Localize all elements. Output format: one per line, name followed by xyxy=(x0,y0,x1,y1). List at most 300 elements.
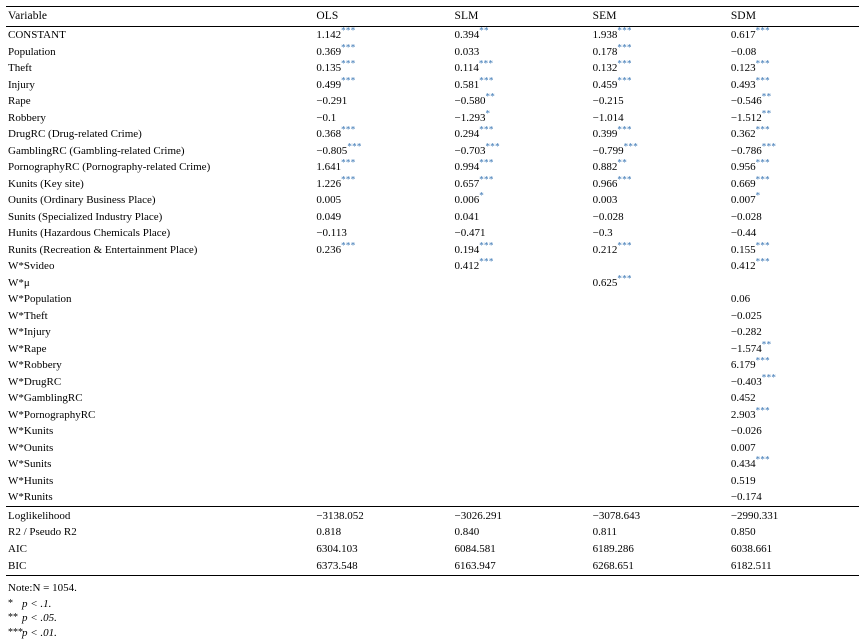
significance-stars: ** xyxy=(761,339,772,350)
cell-value: −3026.291 xyxy=(445,506,583,524)
significance-note xyxy=(6,596,859,611)
cell-value xyxy=(306,225,444,242)
table-row xyxy=(6,390,859,407)
significance-stars: *** xyxy=(485,140,500,151)
cell-value xyxy=(306,110,444,127)
row-label: Runits (Recreation & Entertainment Place) xyxy=(8,243,198,256)
cell-value xyxy=(445,258,583,275)
significance-star-marker: *** xyxy=(8,626,23,638)
cell-value xyxy=(306,192,444,209)
cell-value xyxy=(306,291,444,308)
cell-value xyxy=(583,74,721,94)
cell-value xyxy=(445,390,583,407)
cell-value: 6182.511 xyxy=(730,559,772,572)
significance-stars: *** xyxy=(617,273,632,284)
cell-value xyxy=(721,275,859,292)
coefficient: 0.434 xyxy=(730,458,756,471)
cell-value xyxy=(721,74,859,94)
fit-statistic-row xyxy=(6,558,859,576)
cell-value xyxy=(306,456,444,473)
table-row xyxy=(6,258,859,275)
row-label: BIC xyxy=(8,559,27,572)
cell-value xyxy=(583,390,721,407)
cell-value xyxy=(583,27,721,44)
cell-value xyxy=(306,275,444,292)
cell-value xyxy=(583,159,721,176)
significance-stars: *** xyxy=(617,58,632,69)
row-label: W*Ounits xyxy=(8,441,54,454)
fit-statistic-row xyxy=(6,524,859,541)
coefficient: −0.215 xyxy=(592,95,624,108)
table-row xyxy=(6,357,859,374)
coefficient: 0.625 xyxy=(592,276,618,289)
cell-value: 0.840 xyxy=(454,526,480,539)
cell-value xyxy=(306,407,444,424)
row-label: Injury xyxy=(8,78,35,91)
coefficient: 0.994 xyxy=(454,161,480,174)
row-label: AIC xyxy=(8,542,27,555)
cell-value xyxy=(445,407,583,424)
cell-value xyxy=(583,374,721,391)
coefficient: 1.938 xyxy=(592,29,618,41)
row-label: W*Runits xyxy=(8,491,53,504)
significance-star-marker: * xyxy=(8,597,13,609)
cell-value xyxy=(583,275,721,292)
coefficient: 0.956 xyxy=(730,161,756,174)
coefficient: −0.1 xyxy=(316,111,337,124)
cell-value: 6268.651 xyxy=(592,559,634,572)
cell-value xyxy=(445,242,583,259)
significance-stars: *** xyxy=(755,240,770,251)
cell-value xyxy=(583,93,721,110)
row-label: Ounits (Ordinary Business Place) xyxy=(8,194,156,207)
cell-value xyxy=(445,192,583,209)
cell-value xyxy=(583,456,721,473)
cell-value xyxy=(721,93,859,110)
significance-stars: ** xyxy=(617,157,628,168)
cell-value xyxy=(721,60,859,77)
coefficient: 0.135 xyxy=(316,62,342,75)
significance-stars: *** xyxy=(341,157,356,168)
table-row xyxy=(6,126,859,143)
cell-value xyxy=(306,27,444,44)
significance-stars: *** xyxy=(617,240,632,251)
cell-value xyxy=(583,407,721,424)
cell-value xyxy=(306,173,444,193)
row-label: GamblingRC (Gambling-related Crime) xyxy=(8,144,185,157)
cell-value xyxy=(445,225,583,242)
coefficient: 0.452 xyxy=(730,392,756,405)
row-label: W*Hunits xyxy=(8,474,54,487)
table-row xyxy=(6,456,859,473)
coefficient: 0.003 xyxy=(592,194,618,207)
cell-value xyxy=(583,242,721,259)
row-label: W*Kunits xyxy=(8,425,54,438)
coefficient: −1.293 xyxy=(454,111,486,124)
coefficient: 0.294 xyxy=(454,128,480,141)
table-row xyxy=(6,159,859,176)
cell-value xyxy=(583,110,721,127)
cell-value xyxy=(445,357,583,374)
header-row xyxy=(6,7,859,27)
cell-value xyxy=(306,93,444,110)
cell-value xyxy=(306,60,444,77)
row-label: PornographyRC (Pornography-related Crime) xyxy=(8,161,211,174)
cell-value xyxy=(306,324,444,341)
cell-value xyxy=(721,324,859,341)
cell-value xyxy=(445,489,583,506)
cell-value xyxy=(721,489,859,506)
coefficient: 0.007 xyxy=(730,194,756,207)
cell-value xyxy=(721,225,859,242)
coefficient: 0.041 xyxy=(454,210,480,223)
coefficient: 0.005 xyxy=(316,194,342,207)
coefficient: −0.025 xyxy=(730,309,762,322)
cell-value: −2990.331 xyxy=(721,506,859,524)
cell-value xyxy=(445,291,583,308)
cell-value xyxy=(445,341,583,358)
cell-value xyxy=(445,440,583,457)
table-row xyxy=(6,93,859,110)
cell-value xyxy=(583,225,721,242)
coefficient: −0.799 xyxy=(592,144,624,157)
significance-star-marker: ** xyxy=(8,612,18,624)
coefficient: 0.194 xyxy=(454,243,480,256)
row-label: W*Rape xyxy=(8,342,47,355)
cell-value xyxy=(583,324,721,341)
cell-value xyxy=(721,407,859,424)
cell-value xyxy=(306,159,444,176)
coefficient: −0.580 xyxy=(454,95,486,108)
significance-stars: *** xyxy=(755,25,770,36)
table-row xyxy=(6,324,859,341)
cell-value xyxy=(721,140,859,160)
cell-value xyxy=(721,473,859,490)
table-row xyxy=(6,209,859,226)
cell-value xyxy=(583,357,721,374)
coefficient: 0.669 xyxy=(730,177,756,190)
cell-value xyxy=(306,440,444,457)
cell-value: 6084.581 xyxy=(454,542,496,555)
cell-value xyxy=(721,423,859,440)
cell-value xyxy=(445,126,583,143)
significance-stars: *** xyxy=(479,157,494,168)
coefficient: 0.155 xyxy=(730,243,756,256)
row-label: W*GamblingRC xyxy=(8,392,83,405)
significance-stars: *** xyxy=(755,405,770,416)
fit-statistic-row xyxy=(6,506,859,524)
cell-value xyxy=(445,308,583,325)
coefficient: 0.499 xyxy=(316,78,342,91)
coefficient: 0.049 xyxy=(316,210,342,223)
cell-value xyxy=(583,209,721,226)
row-label: Hunits (Hazardous Chemicals Place) xyxy=(8,227,171,240)
significance-notes xyxy=(6,596,859,640)
cell-value xyxy=(445,456,583,473)
row-label: Rape xyxy=(8,95,31,108)
coefficient: 0.123 xyxy=(730,62,756,75)
coefficient: −0.403 xyxy=(730,375,762,388)
row-label: Kunits (Key site) xyxy=(8,177,84,190)
significance-stars: *** xyxy=(755,355,770,366)
table-row xyxy=(6,27,859,44)
significance-threshold-text: p < .1. xyxy=(22,597,52,610)
cell-value: 6038.661 xyxy=(730,542,773,555)
cell-value xyxy=(721,173,859,193)
note-sample-size: Note:N = 1054. xyxy=(8,582,77,595)
coefficient: 0.966 xyxy=(592,177,618,190)
row-label: W*Injury xyxy=(8,326,51,339)
cell-value xyxy=(445,159,583,176)
cell-value xyxy=(583,291,721,308)
column-header-sem: SEM xyxy=(583,7,721,27)
table-row xyxy=(6,242,859,259)
significance-stars: *** xyxy=(617,74,632,85)
cell-value: −3138.052 xyxy=(306,506,444,524)
coefficient: 0.412 xyxy=(454,260,480,273)
significance-stars: *** xyxy=(341,41,356,52)
coefficient: 0.882 xyxy=(592,161,618,174)
significance-stars: ** xyxy=(479,25,489,36)
cell-value xyxy=(721,27,859,44)
coefficient: −0.174 xyxy=(730,491,762,504)
table-row xyxy=(6,341,859,358)
table-row xyxy=(6,407,859,424)
cell-value xyxy=(721,126,859,143)
table-row xyxy=(6,44,859,61)
cell-value: 0.818 xyxy=(316,526,342,539)
cell-value xyxy=(583,440,721,457)
row-label: W*Robbery xyxy=(8,359,62,372)
row-label: Sunits (Specialized Industry Place) xyxy=(8,210,163,223)
cell-value: −3078.643 xyxy=(583,506,721,524)
cell-value xyxy=(445,93,583,110)
cell-value xyxy=(583,192,721,209)
column-header-variable: Variable xyxy=(6,7,306,27)
cell-value xyxy=(445,107,583,127)
cell-value: 6189.286 xyxy=(592,542,634,555)
cell-value xyxy=(583,341,721,358)
cell-value xyxy=(445,27,583,44)
significance-stars: *** xyxy=(341,74,356,85)
significance-stars: *** xyxy=(617,41,632,52)
cell-value xyxy=(721,192,859,209)
coefficient: −0.026 xyxy=(730,425,762,438)
cell-value xyxy=(721,107,859,127)
coefficient: 1.641 xyxy=(316,161,342,174)
table-notes xyxy=(6,581,859,640)
significance-stars: *** xyxy=(617,124,632,135)
row-label: W*μ xyxy=(8,276,30,289)
significance-stars: *** xyxy=(761,372,777,383)
coefficient: −0.113 xyxy=(316,227,347,240)
coefficient: −0.028 xyxy=(592,210,624,223)
coefficient: −0.028 xyxy=(730,210,762,223)
cell-value xyxy=(721,341,859,358)
significance-stars: *** xyxy=(341,124,356,135)
table-row xyxy=(6,176,859,193)
row-label: CONSTANT xyxy=(8,29,66,41)
coefficient: 0.212 xyxy=(592,243,618,256)
coefficient: 0.369 xyxy=(316,45,342,58)
cell-value: 0.811 xyxy=(592,526,617,539)
column-header-sdm: SDM xyxy=(721,7,859,27)
significance-stars: ** xyxy=(761,91,772,102)
significance-stars: *** xyxy=(478,58,494,69)
row-label: DrugRC (Drug-related Crime) xyxy=(8,128,142,141)
column-header-ols: OLS xyxy=(306,7,444,27)
column-header-slm: SLM xyxy=(445,7,583,27)
cell-value: 6163.947 xyxy=(454,559,496,572)
significance-note xyxy=(6,625,859,640)
coefficient: −0.471 xyxy=(454,227,486,240)
cell-value xyxy=(721,291,859,308)
table-row xyxy=(6,473,859,490)
cell-value xyxy=(721,258,859,275)
coefficient: 0.493 xyxy=(730,78,756,91)
cell-value xyxy=(583,60,721,77)
row-label: W*Population xyxy=(8,293,72,306)
coefficient: 0.394 xyxy=(454,29,480,41)
significance-stars: *** xyxy=(755,124,770,135)
table-row xyxy=(6,60,859,77)
coefficient: 0.114 xyxy=(454,62,479,75)
cell-value xyxy=(721,242,859,259)
table-row xyxy=(6,275,859,292)
cell-value: 0.850 xyxy=(730,526,756,539)
significance-stars: *** xyxy=(479,74,494,85)
cell-value xyxy=(306,489,444,506)
table-row xyxy=(6,489,859,506)
significance-stars: *** xyxy=(761,140,777,151)
coefficient: −0.786 xyxy=(730,144,762,157)
table-row xyxy=(6,110,859,127)
coefficient: −0.546 xyxy=(730,95,762,108)
table-row xyxy=(6,374,859,391)
cell-value xyxy=(583,308,721,325)
table-header xyxy=(6,7,859,27)
coefficient: −0.282 xyxy=(730,326,762,339)
cell-value xyxy=(445,44,583,61)
cell-value xyxy=(583,473,721,490)
cell-value xyxy=(583,41,721,61)
significance-stars: *** xyxy=(755,58,770,69)
row-label: W*Svideo xyxy=(8,260,55,273)
table-row xyxy=(6,77,859,94)
cell-value xyxy=(583,173,721,193)
coefficient: 0.132 xyxy=(592,62,618,75)
row-label: Population xyxy=(8,45,56,58)
row-label: Theft xyxy=(8,62,32,75)
significance-stars: *** xyxy=(755,157,770,168)
cell-value xyxy=(306,126,444,143)
cell-value xyxy=(583,423,721,440)
regression-results-table xyxy=(6,6,859,575)
cell-value xyxy=(445,140,583,160)
cell-value xyxy=(306,341,444,358)
cell-value xyxy=(721,308,859,325)
coefficient: 0.399 xyxy=(592,128,618,141)
cell-value xyxy=(721,44,859,61)
cell-value xyxy=(721,440,859,457)
cell-value xyxy=(306,390,444,407)
table-row xyxy=(6,308,859,325)
cell-value xyxy=(445,275,583,292)
coefficient: 1.226 xyxy=(316,177,342,190)
cell-value xyxy=(445,74,583,94)
coefficient: −0.703 xyxy=(454,144,486,157)
cell-value xyxy=(306,308,444,325)
row-label: Robbery xyxy=(8,111,46,124)
table-row xyxy=(6,225,859,242)
cell-value xyxy=(721,357,859,374)
cell-value xyxy=(306,473,444,490)
table-body xyxy=(6,27,859,576)
significance-stars: *** xyxy=(341,173,356,184)
cell-value xyxy=(583,140,721,160)
coefficient: 0.657 xyxy=(454,177,480,190)
significance-stars: *** xyxy=(479,240,494,251)
coefficient: 0.178 xyxy=(592,45,618,58)
coefficient: 0.236 xyxy=(316,243,342,256)
significance-stars: *** xyxy=(755,256,770,267)
significance-threshold-text: p < .01. xyxy=(22,626,57,639)
coefficient: −0.805 xyxy=(316,144,348,157)
cell-value xyxy=(306,140,444,160)
significance-stars: *** xyxy=(341,240,356,251)
row-label: W*DrugRC xyxy=(8,375,62,388)
significance-stars: *** xyxy=(755,454,770,465)
cell-value: 6373.548 xyxy=(316,559,358,572)
coefficient: 2.903 xyxy=(730,408,756,421)
cell-value xyxy=(721,159,859,176)
cell-value xyxy=(445,423,583,440)
coefficient: 0.368 xyxy=(316,128,342,141)
cell-value xyxy=(445,60,583,77)
cell-value: 6304.103 xyxy=(316,542,358,555)
cell-value xyxy=(583,489,721,506)
row-label: R2 / Pseudo R2 xyxy=(8,526,77,539)
cell-value xyxy=(306,41,444,61)
coefficient: −1.014 xyxy=(592,111,624,124)
coefficient: −0.08 xyxy=(730,45,757,58)
cell-value xyxy=(306,374,444,391)
coefficient: 0.459 xyxy=(592,78,618,91)
significance-stars: * xyxy=(755,190,761,201)
significance-stars: *** xyxy=(617,25,632,36)
significance-stars: * xyxy=(479,190,485,201)
coefficient: −0.291 xyxy=(316,95,348,108)
table-row xyxy=(6,440,859,457)
cell-value xyxy=(306,357,444,374)
cell-value xyxy=(445,473,583,490)
significance-stars: ** xyxy=(761,107,772,118)
significance-stars: *** xyxy=(479,124,494,135)
table-row xyxy=(6,143,859,160)
significance-stars: *** xyxy=(341,25,356,36)
significance-stars: *** xyxy=(341,58,356,69)
significance-stars: *** xyxy=(755,74,770,85)
cell-value xyxy=(583,258,721,275)
cell-value xyxy=(721,456,859,473)
cell-value xyxy=(306,423,444,440)
coefficient: 0.06 xyxy=(730,293,751,306)
coefficient: −0.3 xyxy=(592,227,613,240)
significance-stars: ** xyxy=(485,91,496,102)
coefficient: 0.006 xyxy=(454,194,480,207)
coefficient: −1.574 xyxy=(730,342,762,355)
cell-value xyxy=(306,209,444,226)
